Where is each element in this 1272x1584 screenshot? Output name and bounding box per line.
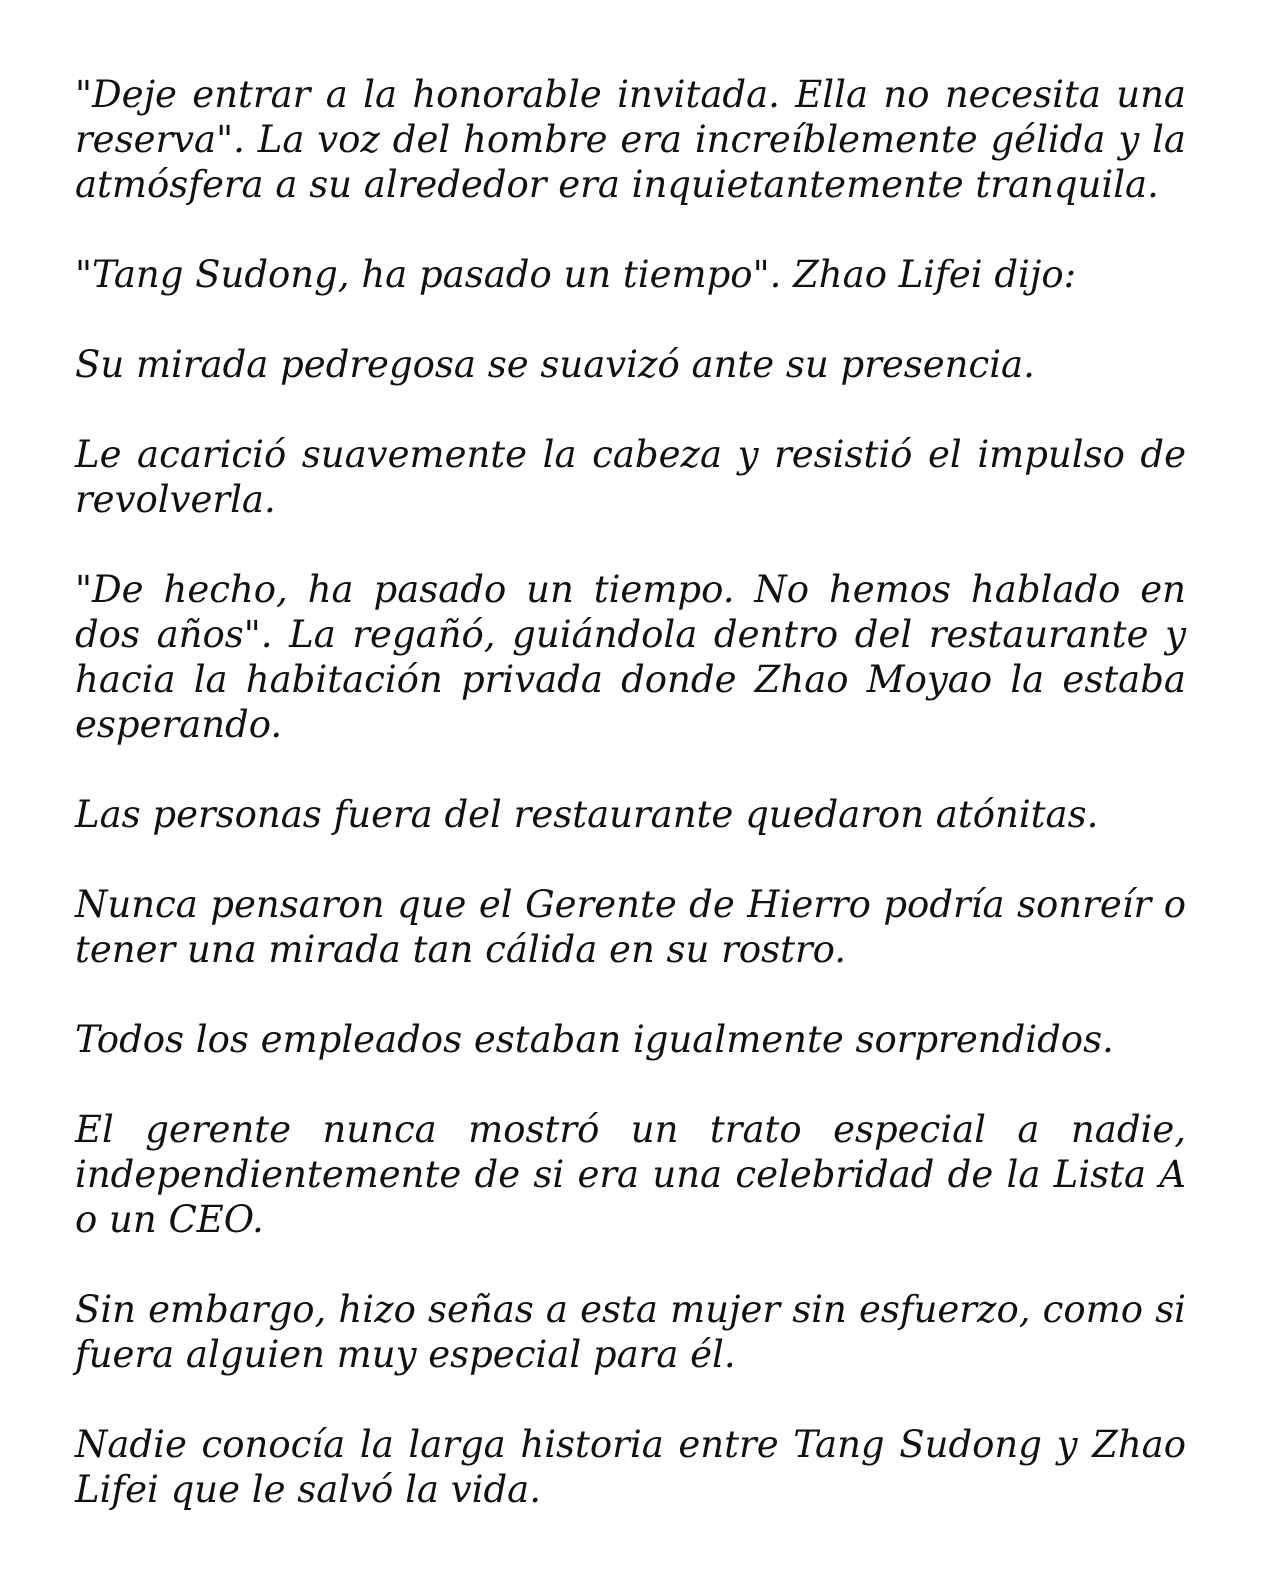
paragraph: Las personas fuera del restaurante quedaron atónitas. [75,793,1099,836]
paragraph: Nadie conocía la larga historia entre Tang Sudong y Zhao Lifei que le salvó la vida. [75,1423,1186,1511]
paragraph: Su mirada pedregosa se suavizó ante su presencia. [75,343,1035,386]
paragraph: Sin embargo, hizo señas a esta mujer sin esfuerzo, como si fuera alguien muy especial para él. [75,1288,1186,1376]
paragraph: "Tang Sudong, ha pasado un tiempo". Zhao Lifei dijo: [75,253,1077,296]
paragraph: "De hecho, ha pasado un tiempo. No hemos hablado en dos años". La regañó, guiándola dentro del restaurante y hacia la habitación privada donde Zhao Moyao la estaba esperando. [75,568,1186,746]
story-text [75,72,1186,1512]
paragraph: Le acarició suavemente la cabeza y resistió el impulso de revolverla. [75,433,1186,521]
paragraph: "Deje entrar a la honorable invitada. Ella no necesita una reserva". La voz del hombre era increíblemente gélida y la atmósfera a su alrededor era inquietantemente tranquila. [75,73,1186,206]
paragraph: El gerente nunca mostró un trato especial a nadie, independientemente de si era una celebridad de la Lista A o un CEO. [75,1108,1186,1241]
paragraph: Todos los empleados estaban igualmente sorprendidos. [75,1018,1114,1061]
paragraph: Nunca pensaron que el Gerente de Hierro podría sonreír o tener una mirada tan cálida en su rostro. [75,883,1186,971]
